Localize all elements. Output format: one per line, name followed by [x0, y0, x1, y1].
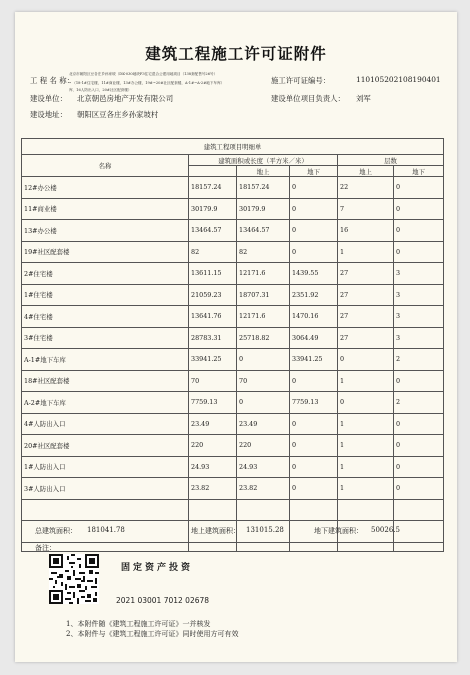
- row-name: 18#社区配套楼: [22, 370, 189, 392]
- column-header-floors-below: 地下: [394, 166, 444, 177]
- row-below: 7759.13: [290, 392, 338, 414]
- table-row: [22, 177, 444, 199]
- row-total: 82: [189, 241, 237, 263]
- row-name: 12#办公楼: [22, 177, 189, 199]
- table-row: [22, 284, 444, 306]
- row-floors-below: 3: [394, 306, 444, 328]
- row-floors-above: 1: [338, 370, 394, 392]
- builder-name: 北京朝邑房地产开发有限公司: [77, 94, 174, 103]
- row-floors-above: 0: [338, 392, 394, 414]
- row-floors-below: 3: [394, 327, 444, 349]
- table-row: [22, 413, 444, 435]
- table-row: [22, 349, 444, 371]
- column-header-floors-above: 地上: [338, 166, 394, 177]
- row-above: 24.93: [237, 456, 290, 478]
- builder-leader-label: 建设单位项目负责人：: [271, 94, 345, 103]
- column-header-floors: 层数: [338, 155, 444, 166]
- row-floors-below: 0: [394, 241, 444, 263]
- table-row-empty: [22, 499, 444, 521]
- row-name: A-1#地下车库: [22, 349, 189, 371]
- row-below: 3064.49: [290, 327, 338, 349]
- row-floors-below: 3: [394, 284, 444, 306]
- row-total: 220: [189, 435, 237, 457]
- row-above: 82: [237, 241, 290, 263]
- permit-number-label: 施工许可证编号：: [271, 76, 331, 85]
- address-label: 建设地址：: [30, 110, 67, 119]
- row-below: 33941.25: [290, 349, 338, 371]
- row-below: 0: [290, 198, 338, 220]
- builder-label: 建设单位：: [30, 94, 67, 103]
- row-above: 12171.6: [237, 306, 290, 328]
- row-name: 13#办公楼: [22, 220, 189, 242]
- row-above: 0: [237, 392, 290, 414]
- document-title: 建筑工程施工许可证附件: [145, 44, 327, 63]
- below-area-value: 50026.5: [371, 526, 400, 534]
- row-floors-below: 0: [394, 198, 444, 220]
- row-floors-above: 0: [338, 349, 394, 371]
- total-area-label: 总建筑面积：: [35, 527, 77, 535]
- row-total: 7759.13: [189, 392, 237, 414]
- row-below: 1439.55: [290, 263, 338, 285]
- address-value: 朝阳区豆各庄乡孙家坡村: [77, 110, 159, 119]
- column-header-area-above: 地上: [237, 166, 290, 177]
- table-row: [22, 198, 444, 220]
- row-name: A-2#地下车库: [22, 392, 189, 414]
- row-below: 0: [290, 435, 338, 457]
- table-caption: 建筑工程项目明细单: [22, 139, 444, 155]
- footnote-2: 2、本附件与《建筑工程施工许可证》同时使用方可有效: [66, 630, 239, 638]
- row-total: 21059.23: [189, 284, 237, 306]
- row-floors-above: 1: [338, 456, 394, 478]
- row-above: 30179.9: [237, 198, 290, 220]
- row-floors-below: 0: [394, 478, 444, 500]
- empty-cell: [394, 542, 444, 551]
- table-row: [22, 220, 444, 242]
- row-floors-below: 2: [394, 349, 444, 371]
- row-floors-below: 0: [394, 456, 444, 478]
- row-total: 13611.15: [189, 263, 237, 285]
- row-below: 1470.16: [290, 306, 338, 328]
- table-row: [22, 456, 444, 478]
- row-floors-below: 0: [394, 370, 444, 392]
- empty-cell: [394, 499, 444, 521]
- row-name: 20#社区配套楼: [22, 435, 189, 457]
- table-row: [22, 370, 444, 392]
- row-floors-below: 2: [394, 392, 444, 414]
- row-name: 3#住宅楼: [22, 327, 189, 349]
- column-header-name: 名称: [22, 155, 189, 177]
- total-area-value: 181041.78: [87, 526, 125, 534]
- row-above: 25718.82: [237, 327, 290, 349]
- row-floors-above: 1: [338, 413, 394, 435]
- remarks-label: 备注：: [35, 544, 56, 552]
- empty-cell: [290, 542, 338, 551]
- row-floors-above: 27: [338, 263, 394, 285]
- project-detail-table: [21, 138, 444, 552]
- table-row: [22, 392, 444, 414]
- below-area-label: 地下建筑面积：: [314, 527, 363, 535]
- row-floors-below: 0: [394, 435, 444, 457]
- table-row: [22, 306, 444, 328]
- table-row-empty: [22, 542, 444, 551]
- row-total: 13641.76: [189, 306, 237, 328]
- table-row: [22, 263, 444, 285]
- qr-code-icon: [49, 554, 99, 604]
- row-above: 70: [237, 370, 290, 392]
- row-floors-above: 27: [338, 306, 394, 328]
- row-floors-above: 22: [338, 177, 394, 199]
- project-name-label: 工 程 名 称：: [30, 76, 75, 85]
- empty-cell: [189, 499, 237, 521]
- row-below: 0: [290, 456, 338, 478]
- row-floors-below: 0: [394, 413, 444, 435]
- row-floors-above: 1: [338, 241, 394, 263]
- row-total: 28783.31: [189, 327, 237, 349]
- row-total: 23.82: [189, 478, 237, 500]
- row-name: 4#人防出入口: [22, 413, 189, 435]
- row-floors-above: 1: [338, 435, 394, 457]
- row-above: 18707.31: [237, 284, 290, 306]
- row-floors-above: 16: [338, 220, 394, 242]
- column-header-area-below: 地下: [290, 166, 338, 177]
- row-above: 12171.6: [237, 263, 290, 285]
- row-above: 23.82: [237, 478, 290, 500]
- table-row: [22, 327, 444, 349]
- row-below: 0: [290, 177, 338, 199]
- row-name: 1#人防出入口: [22, 456, 189, 478]
- row-below: 0: [290, 370, 338, 392]
- row-total: 30179.9: [189, 198, 237, 220]
- empty-cell: [189, 542, 237, 551]
- row-floors-above: 7: [338, 198, 394, 220]
- stamp-title: 固定资产投资: [121, 563, 194, 573]
- row-name: 4#住宅楼: [22, 306, 189, 328]
- column-header-area: 建筑面积或长度（平方米／米）: [189, 155, 338, 166]
- row-below: 0: [290, 220, 338, 242]
- above-area-label: 地上建筑面积：: [191, 527, 240, 535]
- row-below: 0: [290, 478, 338, 500]
- empty-cell: [237, 499, 290, 521]
- row-name: 3#人防出入口: [22, 478, 189, 500]
- empty-cell: [290, 499, 338, 521]
- row-above: 220: [237, 435, 290, 457]
- builder-leader-name: 刘军: [356, 94, 371, 103]
- row-total: 23.49: [189, 413, 237, 435]
- row-name: 11#商业楼: [22, 198, 189, 220]
- row-total: 24.93: [189, 456, 237, 478]
- empty-cell: [338, 499, 394, 521]
- row-floors-above: 27: [338, 284, 394, 306]
- row-name: 2#住宅楼: [22, 263, 189, 285]
- row-floors-above: 27: [338, 327, 394, 349]
- row-floors-below: 3: [394, 263, 444, 285]
- table-row: [22, 241, 444, 263]
- row-above: 23.49: [237, 413, 290, 435]
- row-floors-above: 1: [338, 478, 394, 500]
- project-header-note: 北京市朝阳区豆各庄乡孙家坡（DK-030地块F3住宅混合公建用地项目（138套配售号26号）: [69, 72, 218, 76]
- row-below: 0: [290, 413, 338, 435]
- project-description-line1: • （18-1#住宅楼，11#商业楼，13#办公楼，19#~20#社区配套楼，A-1#~A-2#地下车库）: [69, 81, 225, 85]
- empty-cell: [394, 521, 444, 543]
- row-floors-below: 0: [394, 220, 444, 242]
- row-name: 1#住宅楼: [22, 284, 189, 306]
- row-total: 70: [189, 370, 237, 392]
- row-above: 13464.57: [237, 220, 290, 242]
- empty-cell: [338, 542, 394, 551]
- project-description-line2: 库、16人防出入口，20#社区配套楼）: [69, 88, 132, 92]
- table-row: [22, 478, 444, 500]
- footnote-1: 1、本附件随《建筑工程施工许可证》一并核发: [66, 620, 211, 628]
- row-name: 19#社区配套楼: [22, 241, 189, 263]
- column-header-total-blank: [189, 166, 237, 177]
- stamp-number: 2021 03001 7012 02678: [116, 596, 210, 605]
- empty-cell: [237, 542, 290, 551]
- row-below: 2351.92: [290, 284, 338, 306]
- row-below: 0: [290, 241, 338, 263]
- row-floors-below: 0: [394, 177, 444, 199]
- row-total: 33941.25: [189, 349, 237, 371]
- above-area-value: 131015.28: [246, 526, 284, 534]
- row-total: 13464.57: [189, 220, 237, 242]
- row-total: 18157.24: [189, 177, 237, 199]
- permit-number: 110105202108190401: [356, 75, 441, 84]
- table-row: [22, 435, 444, 457]
- row-above: 18157.24: [237, 177, 290, 199]
- empty-cell: [22, 499, 189, 521]
- row-above: 0: [237, 349, 290, 371]
- fixed-asset-investment-stamp: [49, 554, 211, 606]
